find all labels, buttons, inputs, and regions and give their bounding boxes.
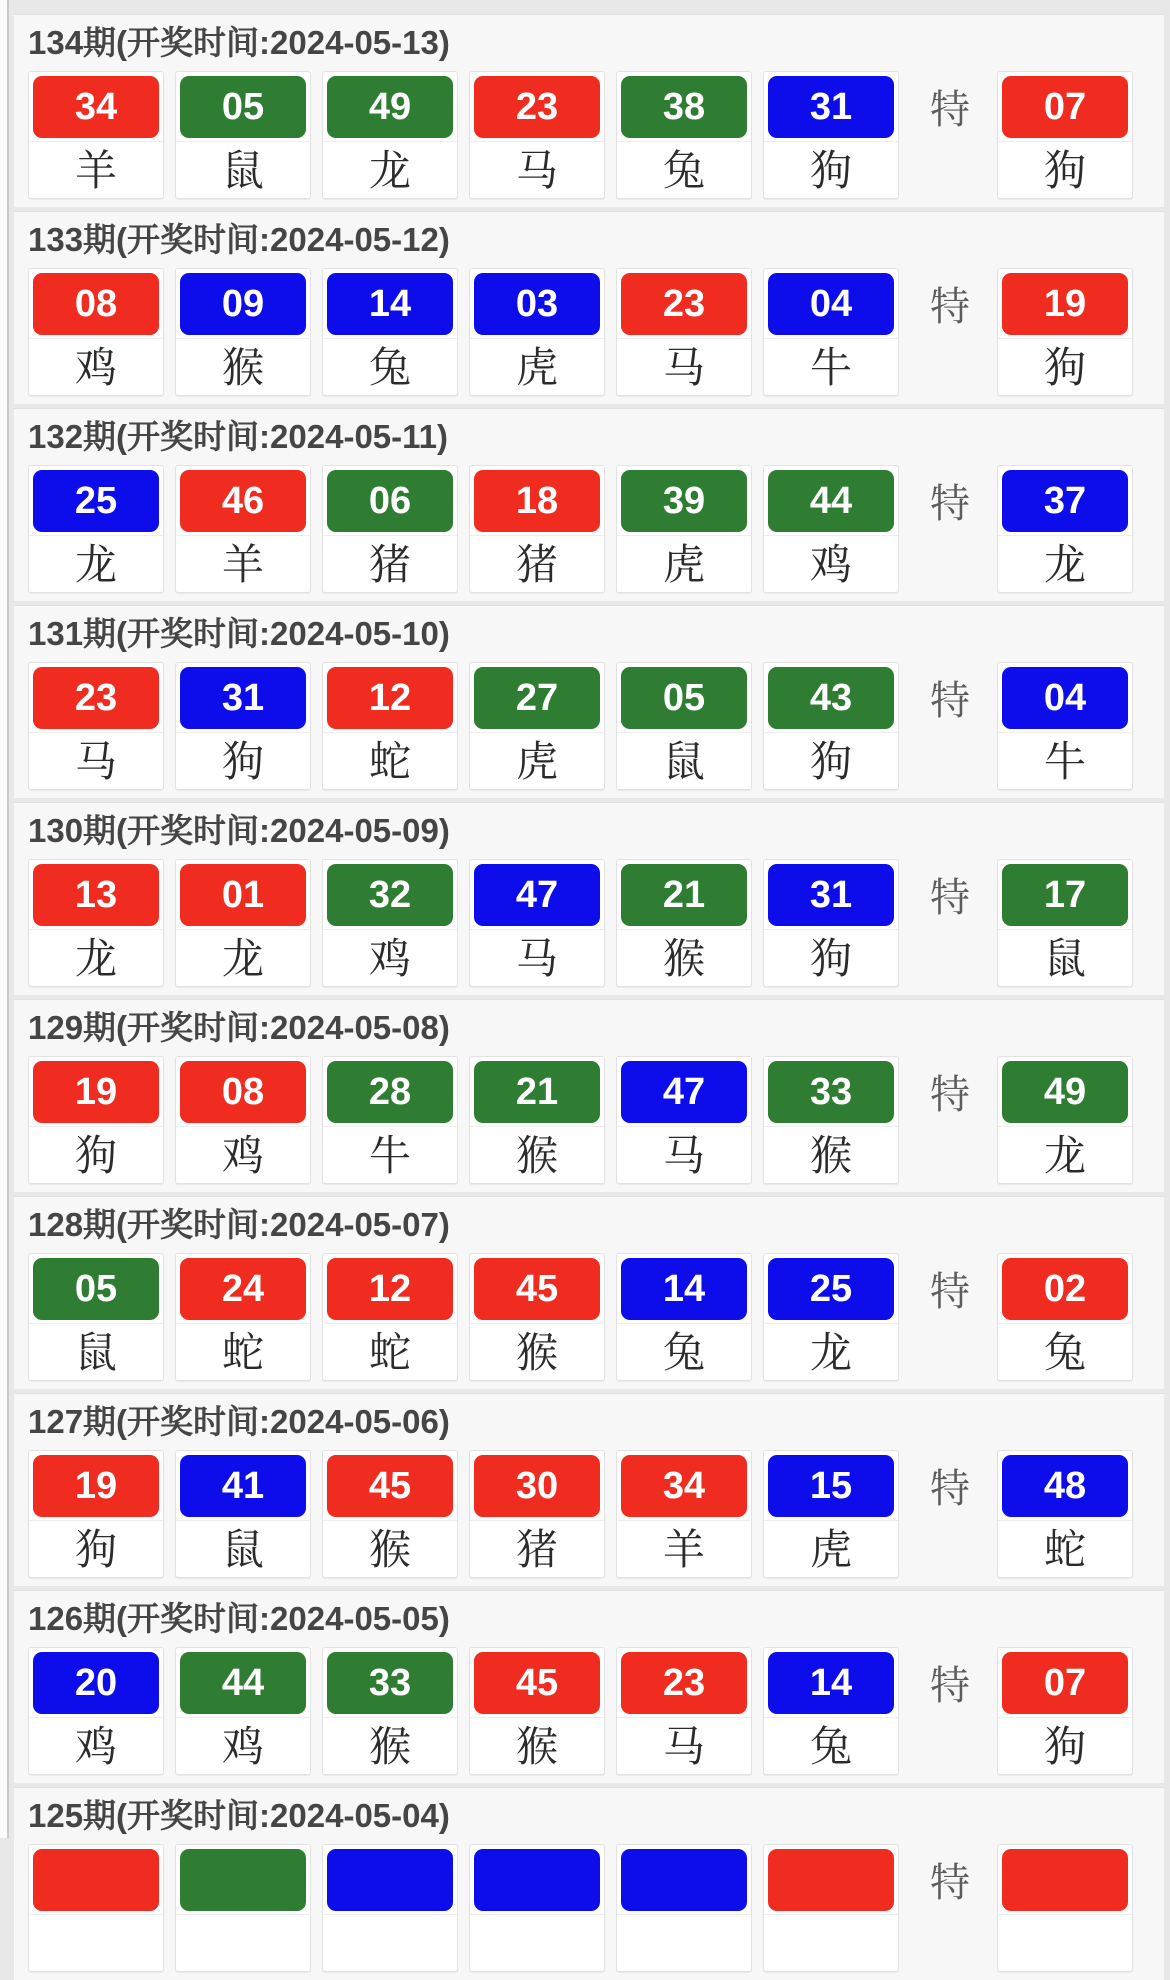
zodiac-label: 猴 xyxy=(323,1717,457,1774)
zodiac-label: 蛇 xyxy=(176,1323,310,1380)
draw-section-132 xyxy=(14,408,1164,601)
zodiac-label: 猴 xyxy=(764,1126,898,1183)
ball-number: 25 xyxy=(768,1258,894,1320)
zodiac-label: 羊 xyxy=(617,1520,751,1577)
ball-number: 32 xyxy=(327,864,453,926)
ball-cell xyxy=(469,1056,605,1184)
ball-cell xyxy=(616,1450,752,1578)
ball-number: 12 xyxy=(327,667,453,729)
ball-cell xyxy=(616,859,752,987)
balls-row xyxy=(14,1253,1164,1381)
zodiac-label xyxy=(617,1914,751,1971)
zodiac-label: 兔 xyxy=(617,1323,751,1380)
ball-number: 17 xyxy=(1002,864,1128,926)
zodiac-label: 龙 xyxy=(998,1126,1132,1183)
zodiac-label: 兔 xyxy=(617,141,751,198)
balls-row xyxy=(14,1844,1164,1972)
ball-cell xyxy=(997,662,1133,790)
ball-cell xyxy=(997,1056,1133,1184)
zodiac-label: 狗 xyxy=(764,929,898,986)
zodiac-label: 鸡 xyxy=(176,1126,310,1183)
ball-cell xyxy=(322,465,458,593)
zodiac-label xyxy=(29,1914,163,1971)
ball-number: 05 xyxy=(33,1258,159,1320)
zodiac-label: 马 xyxy=(617,1717,751,1774)
zodiac-label: 狗 xyxy=(998,141,1132,198)
ball-number: 34 xyxy=(33,76,159,138)
ball-cell xyxy=(763,268,899,396)
ball-cell xyxy=(322,1253,458,1381)
ball-number: 02 xyxy=(1002,1258,1128,1320)
ball-cell xyxy=(469,71,605,199)
ball-cell xyxy=(763,1253,899,1381)
ball-cell xyxy=(469,1450,605,1578)
special-label: 特 xyxy=(930,1269,970,1314)
draw-title: 128期(开奖时间:2024-05-07) xyxy=(28,1206,450,1243)
ball-cell xyxy=(322,1647,458,1775)
ball-number: 44 xyxy=(768,470,894,532)
draw-title: 130期(开奖时间:2024-05-09) xyxy=(28,812,450,849)
zodiac-label: 狗 xyxy=(998,1717,1132,1774)
zodiac-label: 马 xyxy=(29,732,163,789)
zodiac-label: 鸡 xyxy=(176,1717,310,1774)
zodiac-label: 猪 xyxy=(323,535,457,592)
zodiac-label: 虎 xyxy=(617,535,751,592)
ball-number: 14 xyxy=(327,273,453,335)
zodiac-label: 马 xyxy=(470,141,604,198)
zodiac-label xyxy=(176,1914,310,1971)
ball-cell xyxy=(616,1253,752,1381)
ball-cell xyxy=(763,1056,899,1184)
ball-cell xyxy=(616,1844,752,1972)
balls-row xyxy=(14,662,1164,790)
ball-number: 05 xyxy=(621,667,747,729)
ball-cell xyxy=(175,1450,311,1578)
zodiac-label: 羊 xyxy=(176,535,310,592)
ball-cell xyxy=(28,1253,164,1381)
ball-number: 25 xyxy=(33,470,159,532)
ball-cell xyxy=(175,859,311,987)
ball-cell xyxy=(28,859,164,987)
ball-cell xyxy=(322,1844,458,1972)
zodiac-label: 虎 xyxy=(470,732,604,789)
zodiac-label: 狗 xyxy=(998,338,1132,395)
ball-number: 34 xyxy=(621,1455,747,1517)
ball-number: 39 xyxy=(621,470,747,532)
zodiac-label: 猴 xyxy=(470,1323,604,1380)
ball-cell xyxy=(322,1056,458,1184)
draw-title: 127期(开奖时间:2024-05-06) xyxy=(28,1403,450,1440)
ball-cell xyxy=(469,1253,605,1381)
ball-cell xyxy=(616,268,752,396)
zodiac-label: 兔 xyxy=(323,338,457,395)
ball-number: 30 xyxy=(474,1455,600,1517)
zodiac-label xyxy=(764,1914,898,1971)
ball-cell xyxy=(175,1647,311,1775)
ball-number: 15 xyxy=(768,1455,894,1517)
ball-cell xyxy=(763,1647,899,1775)
zodiac-label: 猴 xyxy=(176,338,310,395)
zodiac-label: 蛇 xyxy=(323,732,457,789)
ball-number: 12 xyxy=(327,1258,453,1320)
special-label: 特 xyxy=(930,1860,970,1905)
ball-number: 05 xyxy=(180,76,306,138)
zodiac-label: 虎 xyxy=(764,1520,898,1577)
ball-cell xyxy=(28,1056,164,1184)
zodiac-label: 龙 xyxy=(29,929,163,986)
zodiac-label: 猪 xyxy=(470,535,604,592)
draw-section-125 xyxy=(14,1787,1164,1980)
balls-row xyxy=(14,71,1164,199)
zodiac-label xyxy=(470,1914,604,1971)
ball-number: 19 xyxy=(33,1455,159,1517)
zodiac-label: 龙 xyxy=(29,535,163,592)
zodiac-label: 羊 xyxy=(29,141,163,198)
ball-number: 49 xyxy=(1002,1061,1128,1123)
ball-number: 49 xyxy=(327,76,453,138)
ball-number: 06 xyxy=(327,470,453,532)
ball-number: 44 xyxy=(180,1652,306,1714)
zodiac-label: 蛇 xyxy=(323,1323,457,1380)
draw-section-127 xyxy=(14,1393,1164,1586)
ball-cell xyxy=(175,1844,311,1972)
ball-cell xyxy=(469,268,605,396)
zodiac-label: 牛 xyxy=(323,1126,457,1183)
ball-number: 33 xyxy=(768,1061,894,1123)
ball-number: 24 xyxy=(180,1258,306,1320)
zodiac-label: 猴 xyxy=(617,929,751,986)
ball-number: 48 xyxy=(1002,1455,1128,1517)
draw-section-128 xyxy=(14,1196,1164,1389)
ball-number: 38 xyxy=(621,76,747,138)
ball-number: 31 xyxy=(768,76,894,138)
zodiac-label: 牛 xyxy=(764,338,898,395)
zodiac-label: 猴 xyxy=(470,1717,604,1774)
ball-cell xyxy=(28,71,164,199)
ball-number: 04 xyxy=(1002,667,1128,729)
zodiac-label: 狗 xyxy=(764,141,898,198)
balls-row xyxy=(14,859,1164,987)
ball-number: 14 xyxy=(768,1652,894,1714)
ball-cell xyxy=(28,1647,164,1775)
zodiac-label: 猴 xyxy=(470,1126,604,1183)
zodiac-label: 鸡 xyxy=(29,338,163,395)
ball-cell xyxy=(322,1450,458,1578)
ball-cell xyxy=(763,859,899,987)
zodiac-label: 兔 xyxy=(998,1323,1132,1380)
ball-cell xyxy=(763,465,899,593)
draw-title: 131期(开奖时间:2024-05-10) xyxy=(28,615,450,652)
zodiac-label xyxy=(998,1914,1132,1971)
ball-cell xyxy=(997,1253,1133,1381)
ball-cell xyxy=(175,268,311,396)
ball-cell xyxy=(763,71,899,199)
ball-number: 07 xyxy=(1002,76,1128,138)
draw-title: 134期(开奖时间:2024-05-13) xyxy=(28,24,450,61)
special-label: 特 xyxy=(930,284,970,329)
ball-cell xyxy=(28,465,164,593)
ball-cell xyxy=(997,71,1133,199)
ball-cell xyxy=(997,465,1133,593)
zodiac-label: 狗 xyxy=(29,1126,163,1183)
ball-cell xyxy=(469,1844,605,1972)
ball-number xyxy=(33,1849,159,1911)
ball-cell xyxy=(28,1844,164,1972)
ball-cell xyxy=(469,465,605,593)
zodiac-label: 鼠 xyxy=(176,1520,310,1577)
ball-cell xyxy=(175,1253,311,1381)
ball-number: 18 xyxy=(474,470,600,532)
balls-row xyxy=(14,1056,1164,1184)
ball-number: 20 xyxy=(33,1652,159,1714)
page-edge xyxy=(0,0,9,1838)
special-label: 特 xyxy=(930,875,970,920)
ball-number: 01 xyxy=(180,864,306,926)
ball-number xyxy=(621,1849,747,1911)
draw-title: 125期(开奖时间:2024-05-04) xyxy=(28,1797,450,1834)
ball-cell xyxy=(616,1647,752,1775)
ball-cell xyxy=(28,1450,164,1578)
special-label: 特 xyxy=(930,87,970,132)
ball-cell xyxy=(175,71,311,199)
ball-cell xyxy=(322,859,458,987)
draw-section-130 xyxy=(14,802,1164,995)
zodiac-label: 龙 xyxy=(998,535,1132,592)
zodiac-label: 鸡 xyxy=(29,1717,163,1774)
zodiac-label: 狗 xyxy=(764,732,898,789)
ball-cell xyxy=(469,859,605,987)
ball-number: 45 xyxy=(474,1652,600,1714)
ball-cell xyxy=(763,1844,899,1972)
zodiac-label: 鼠 xyxy=(29,1323,163,1380)
ball-number: 46 xyxy=(180,470,306,532)
ball-cell xyxy=(997,1450,1133,1578)
zodiac-label: 鼠 xyxy=(176,141,310,198)
ball-number: 47 xyxy=(474,864,600,926)
ball-cell xyxy=(175,465,311,593)
ball-number: 08 xyxy=(33,273,159,335)
ball-number: 33 xyxy=(327,1652,453,1714)
ball-number: 13 xyxy=(33,864,159,926)
ball-number: 19 xyxy=(33,1061,159,1123)
special-label: 特 xyxy=(930,481,970,526)
ball-cell xyxy=(322,71,458,199)
ball-number: 47 xyxy=(621,1061,747,1123)
ball-cell xyxy=(175,1056,311,1184)
ball-cell xyxy=(763,1450,899,1578)
draw-title: 132期(开奖时间:2024-05-11) xyxy=(28,418,449,455)
zodiac-label: 猪 xyxy=(470,1520,604,1577)
ball-cell xyxy=(175,662,311,790)
ball-number xyxy=(768,1849,894,1911)
zodiac-label: 鼠 xyxy=(617,732,751,789)
ball-number: 31 xyxy=(180,667,306,729)
ball-cell xyxy=(616,71,752,199)
ball-number: 04 xyxy=(768,273,894,335)
zodiac-label: 蛇 xyxy=(998,1520,1132,1577)
balls-row xyxy=(14,1450,1164,1578)
ball-number: 23 xyxy=(474,76,600,138)
balls-row xyxy=(14,465,1164,593)
draw-section-131 xyxy=(14,605,1164,798)
ball-number xyxy=(180,1849,306,1911)
zodiac-label: 兔 xyxy=(764,1717,898,1774)
special-label: 特 xyxy=(930,1072,970,1117)
ball-number: 03 xyxy=(474,273,600,335)
zodiac-label: 虎 xyxy=(470,338,604,395)
balls-row xyxy=(14,1647,1164,1775)
ball-number: 43 xyxy=(768,667,894,729)
zodiac-label: 猴 xyxy=(323,1520,457,1577)
ball-number: 45 xyxy=(474,1258,600,1320)
ball-cell xyxy=(616,465,752,593)
draw-section-134 xyxy=(14,14,1164,207)
draw-section-133 xyxy=(14,211,1164,404)
ball-cell xyxy=(469,1647,605,1775)
ball-cell xyxy=(616,662,752,790)
zodiac-label: 龙 xyxy=(323,141,457,198)
ball-cell xyxy=(997,1647,1133,1775)
ball-number: 31 xyxy=(768,864,894,926)
zodiac-label: 鸡 xyxy=(764,535,898,592)
special-label: 特 xyxy=(930,1466,970,1511)
ball-cell xyxy=(28,662,164,790)
ball-number xyxy=(474,1849,600,1911)
ball-cell xyxy=(997,859,1133,987)
zodiac-label: 马 xyxy=(617,1126,751,1183)
ball-number xyxy=(327,1849,453,1911)
ball-cell xyxy=(616,1056,752,1184)
draw-title: 133期(开奖时间:2024-05-12) xyxy=(28,221,450,258)
ball-cell xyxy=(322,662,458,790)
ball-number: 21 xyxy=(474,1061,600,1123)
ball-cell xyxy=(322,268,458,396)
zodiac-label: 龙 xyxy=(764,1323,898,1380)
ball-number: 14 xyxy=(621,1258,747,1320)
ball-cell xyxy=(997,268,1133,396)
zodiac-label: 龙 xyxy=(176,929,310,986)
ball-cell xyxy=(469,662,605,790)
ball-number: 07 xyxy=(1002,1652,1128,1714)
ball-cell xyxy=(28,268,164,396)
special-label: 特 xyxy=(930,678,970,723)
draw-section-129 xyxy=(14,999,1164,1192)
ball-number: 45 xyxy=(327,1455,453,1517)
ball-number: 23 xyxy=(621,273,747,335)
ball-number: 21 xyxy=(621,864,747,926)
balls-row xyxy=(14,268,1164,396)
draw-section-126 xyxy=(14,1590,1164,1783)
draw-title: 126期(开奖时间:2024-05-05) xyxy=(28,1600,450,1637)
ball-cell xyxy=(997,1844,1133,1972)
ball-number: 41 xyxy=(180,1455,306,1517)
ball-number: 28 xyxy=(327,1061,453,1123)
ball-number xyxy=(1002,1849,1128,1911)
draw-title: 129期(开奖时间:2024-05-08) xyxy=(28,1009,450,1046)
zodiac-label: 牛 xyxy=(998,732,1132,789)
zodiac-label: 狗 xyxy=(176,732,310,789)
ball-number: 08 xyxy=(180,1061,306,1123)
zodiac-label: 马 xyxy=(617,338,751,395)
special-label: 特 xyxy=(930,1663,970,1708)
ball-number: 37 xyxy=(1002,470,1128,532)
ball-number: 27 xyxy=(474,667,600,729)
ball-number: 09 xyxy=(180,273,306,335)
ball-number: 23 xyxy=(621,1652,747,1714)
draw-sections-list xyxy=(0,14,1170,1980)
zodiac-label: 狗 xyxy=(29,1520,163,1577)
ball-number: 19 xyxy=(1002,273,1128,335)
ball-cell xyxy=(763,662,899,790)
zodiac-label: 鼠 xyxy=(998,929,1132,986)
ball-number: 23 xyxy=(33,667,159,729)
zodiac-label: 马 xyxy=(470,929,604,986)
zodiac-label: 鸡 xyxy=(323,929,457,986)
zodiac-label xyxy=(323,1914,457,1971)
